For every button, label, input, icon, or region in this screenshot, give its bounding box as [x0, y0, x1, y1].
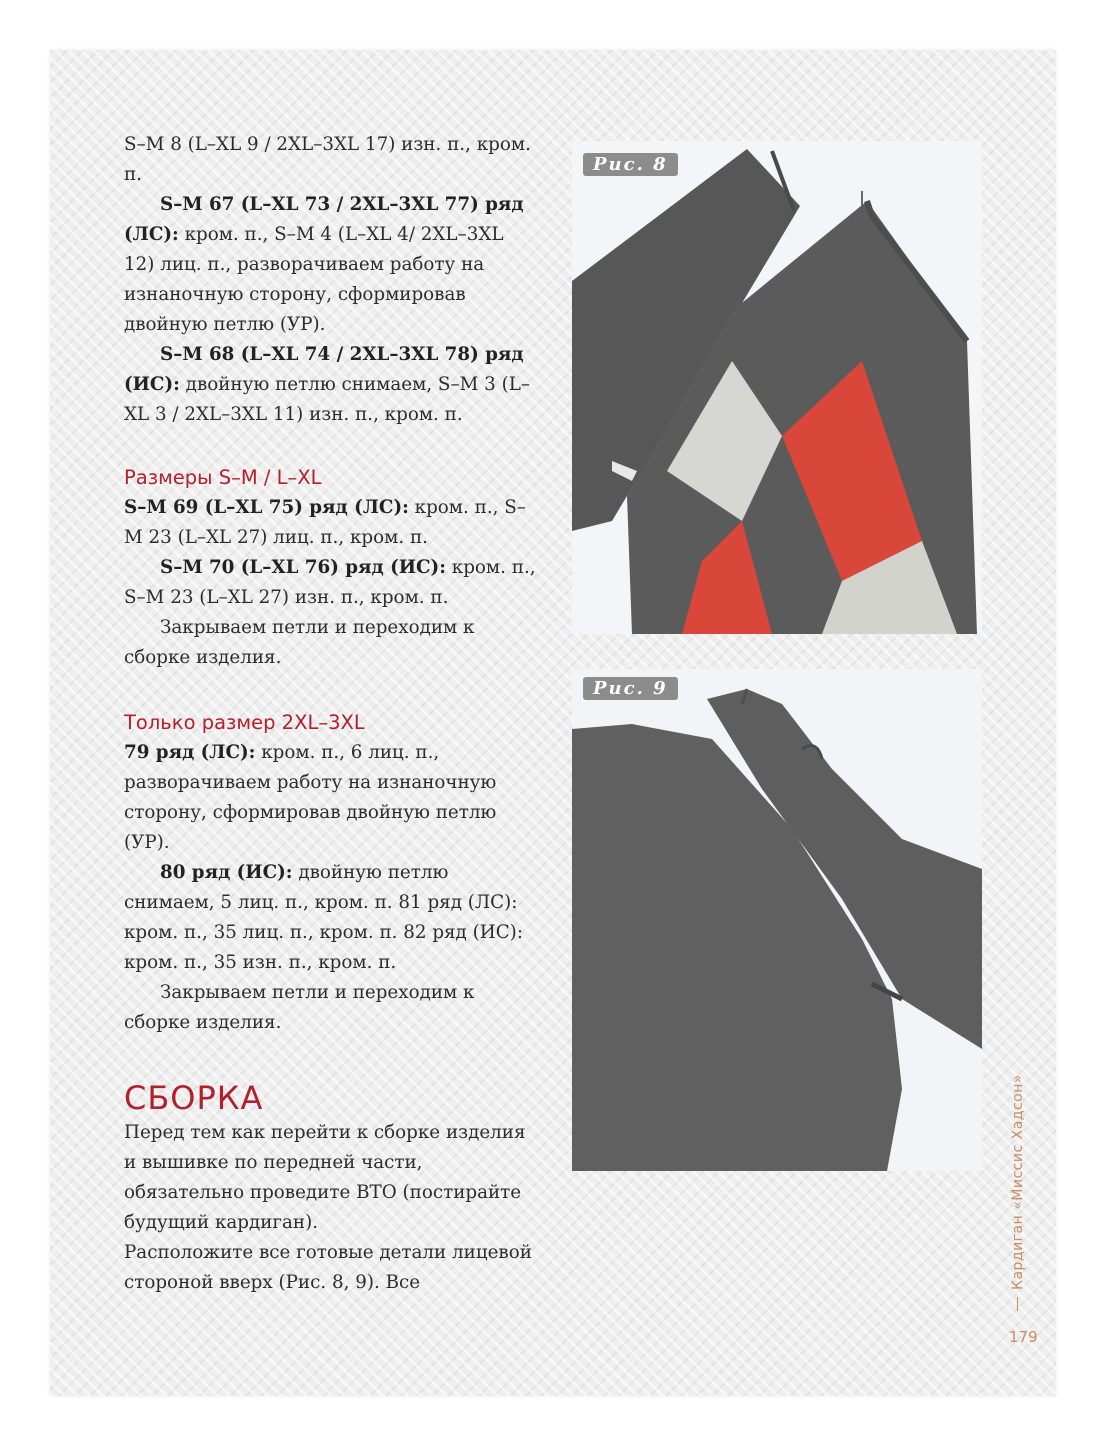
paragraph-row-69 — [124, 493, 536, 553]
row-79-text: кром. п., 6 лиц. п., разворачиваем работу на изнаночную сторону, сформировав двойную петлю (УР). — [124, 742, 497, 853]
row-80-heading: 80 ряд (ИС): — [160, 862, 293, 883]
paragraph-row-80 — [124, 858, 536, 978]
row-68-text: двойную петлю снимаем, S–M 3 (L–XL 3 / 2XL–3XL 11) изн. п., кром. п. — [124, 374, 530, 425]
row-67-heading: S–M 67 (L–XL 73 / 2XL–3XL 77) ряд (ЛС): — [124, 194, 524, 245]
paragraph-assembly-2: Расположите все готовые детали лицевой стороной вверх (Рис. 8, 9). Все — [124, 1242, 532, 1293]
row-79-heading: 79 ряд (ЛС): — [124, 742, 256, 763]
text-column — [124, 130, 536, 1298]
paragraph-assembly-1: Перед тем как перейти к сборке изделия и вышивке по передней части, обязательно проведите ВТО (постирайте будущий кардиган). — [124, 1122, 526, 1233]
figure-9-illustration — [572, 669, 982, 1171]
paragraph-row-68 — [124, 340, 536, 430]
paragraph-1: S–M 8 (L–XL 9 / 2XL–3XL 17) изн. п., кром. п. — [124, 134, 531, 185]
row-70-text: кром. п., S–M 23 (L–XL 27) изн. п., кром. п. — [124, 557, 536, 608]
section-heading-sizes: Размеры S–M / L–XL — [124, 466, 322, 489]
page-number: 179 — [1009, 1328, 1038, 1346]
paragraph-close-1: Закрываем петли и переходим к сборке изделия. — [124, 617, 475, 668]
row-69-heading: S–M 69 (L–XL 75) ряд (ЛС): — [124, 497, 409, 518]
side-running-title: Кардиган «Миссис Хадсон» — [1010, 1074, 1026, 1290]
section-heading-assembly: СБОРКА — [124, 1079, 264, 1117]
row-67-text: кром. п., S–M 4 (L–XL 4/ 2XL–3XL 12) лиц. п., разворачиваем работу на изнаночную сторону, сформировав двойную петлю (УР). — [124, 224, 504, 335]
figure-9-photo — [572, 669, 982, 1171]
row-80-text: двойную петлю снимаем, 5 лиц. п., кром. п. 81 ряд (ЛС): кром. п., 35 лиц. п., кром. п. 82 ряд (ИС): кром. п., 35 изн. п., кром. п. — [124, 862, 523, 973]
row-69-text: кром. п., S–M 23 (L–XL 27) лиц. п., кром. п. — [124, 497, 526, 548]
row-70-heading: S–M 70 (L–XL 76) ряд (ИС): — [160, 557, 446, 578]
paragraph-row-79 — [124, 738, 536, 858]
section-heading-2xl: Только размер 2XL–3XL — [124, 711, 365, 734]
row-68-heading: S–M 68 (L–XL 74 / 2XL–3XL 78) ряд (ИС): — [124, 344, 524, 395]
paragraph-row-67 — [124, 190, 536, 340]
figure-8-illustration — [572, 141, 982, 634]
figure-8-label: Рис. 8 — [583, 153, 678, 176]
paragraph-row-70 — [124, 553, 536, 613]
paragraph-close-2: Закрываем петли и переходим к сборке изделия. — [124, 982, 475, 1033]
side-rule — [1017, 1297, 1018, 1311]
figure-9-label: Рис. 9 — [583, 677, 678, 700]
figure-8-photo — [572, 141, 982, 634]
